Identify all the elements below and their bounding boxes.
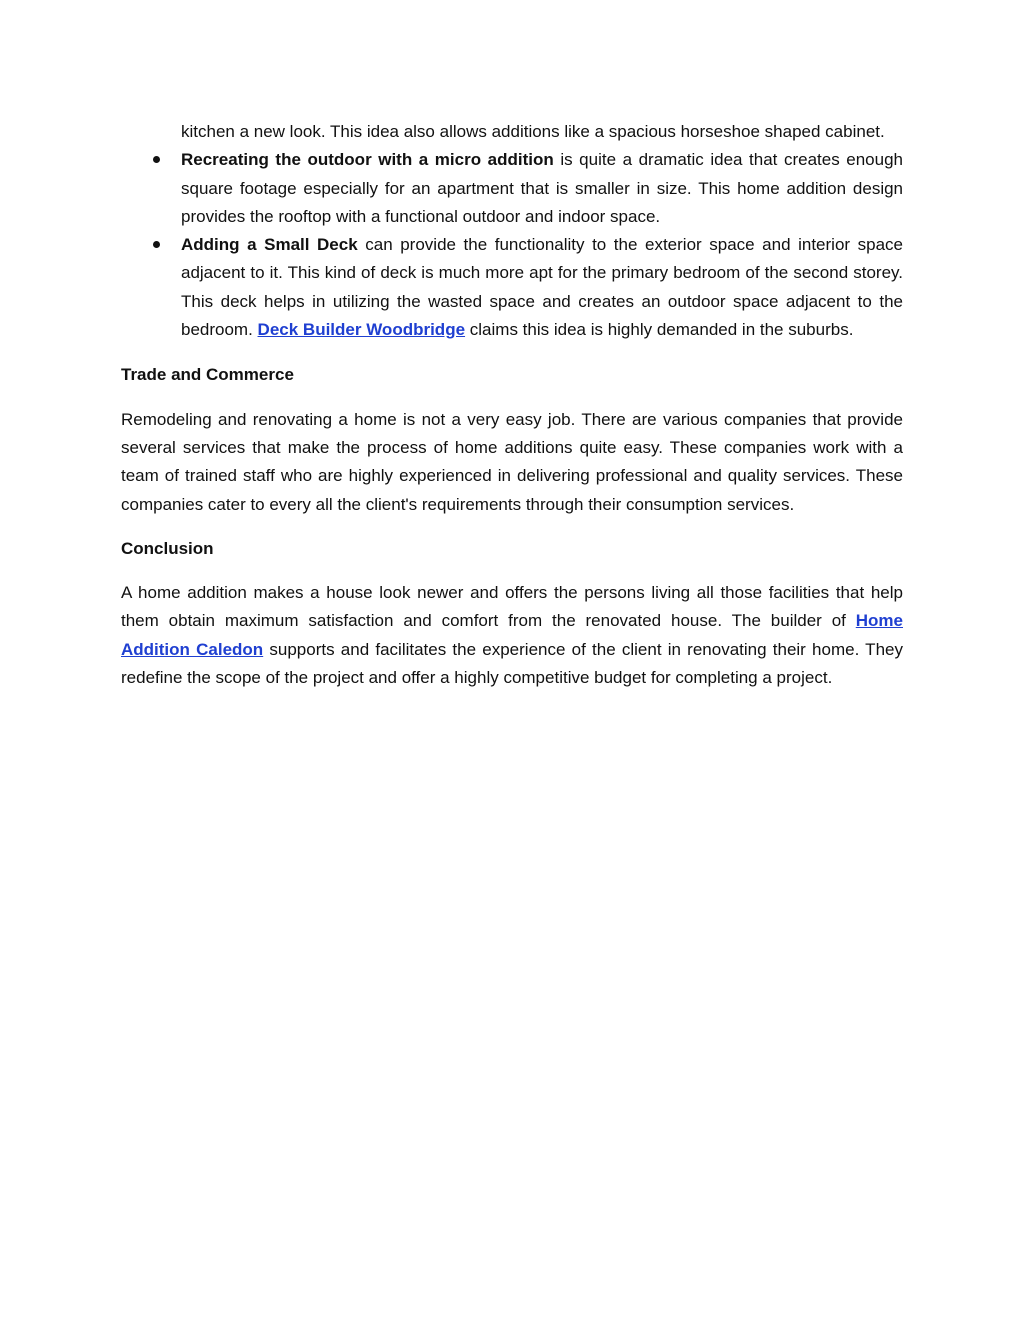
bullet-list — [121, 118, 903, 344]
section-heading-conclusion: Conclusion — [121, 538, 214, 558]
continued-text: kitchen a new look. This idea also allows additions like a spacious horseshoe shaped cabinet. — [181, 122, 885, 141]
home-addition-caledon-link[interactable]: Home Addition Caledon — [121, 611, 903, 659]
deck-builder-woodbridge-link[interactable]: Deck Builder Woodbridge — [257, 320, 466, 340]
paragraph-trade: Remodeling and renovating a home is not a very easy job. There are various companies that provide several services that make the process of home additions quite easy. These companies work with a team of trained staff who are highly experienced in delivering professional and quality services. These companies cater to every all the client's requirements through their consumption services. — [121, 409, 903, 514]
bullet-text: can provide the functionality to the exterior space and interior space adjacent to it. This kind of deck is much more apt for the primary bedroom of the second storey. This deck helps in utilizing the wasted space and creates an outdoor space adjacent to the bedroom. — [181, 235, 903, 340]
paragraph-conclusion — [121, 579, 903, 692]
bullet-bold-lead: Adding a Small Deck — [181, 235, 358, 255]
section-heading-trade: Trade and Commerce — [121, 365, 294, 385]
bullet-bold-lead: Recreating the outdoor with a micro addition — [181, 150, 554, 170]
conclusion-text: A home addition makes a house look newer and offers the persons living all those facilities that help them obtain maximum satisfaction and comfort from the renovated house. The builder of — [121, 583, 903, 631]
document-page — [121, 118, 903, 708]
list-item-continued — [121, 118, 903, 146]
conclusion-text-tail: supports and facilitates the experience of the client in renovating their home. They redefine the scope of the project and offer a highly competitive budget for completing a project. — [121, 639, 903, 688]
bullet-icon — [151, 146, 161, 174]
list-item-small-deck — [121, 231, 903, 344]
bullet-text: is quite a dramatic idea that creates enough square footage especially for an apartment that is smaller in size. This home addition design provides the rooftop with a functional outdoor and indoor space. — [181, 150, 903, 226]
bullet-icon — [151, 231, 161, 259]
bullet-text-tail: claims this idea is highly demanded in the suburbs. — [465, 320, 854, 340]
list-item-micro-addition — [121, 146, 903, 231]
